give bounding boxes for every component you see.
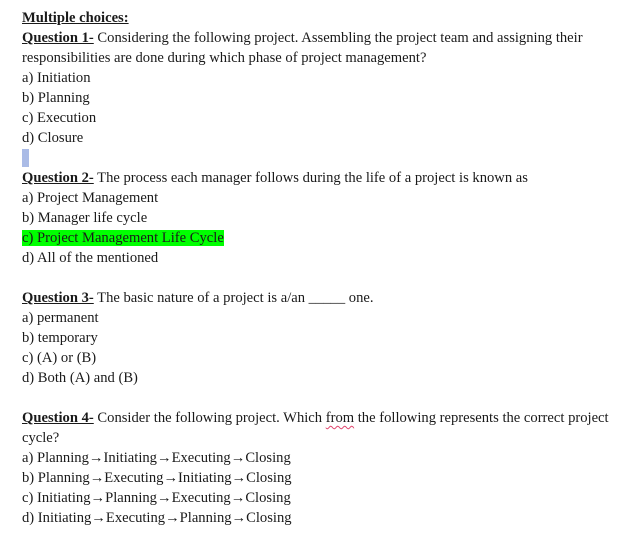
question-2-option-c	[22, 228, 622, 248]
question-4-label: Question 4-	[22, 410, 94, 426]
question-3-option-b: b) temporary	[22, 330, 98, 346]
question-1	[22, 28, 622, 68]
question-3-text: The basic nature of a project is a/an _____ one.	[93, 290, 374, 306]
question-4-option-c: c) Initiating→Planning→Executing→Closing	[22, 490, 291, 506]
heading-text: Multiple choices:	[22, 10, 129, 26]
question-3-option-a: a) permanent	[22, 310, 99, 326]
question-2-option-b: b) Manager life cycle	[22, 210, 148, 226]
section-heading	[22, 8, 622, 28]
question-1-option-d: d) Closure	[22, 130, 84, 146]
question-4-option-b: b) Planning→Executing→Initiating→Closing	[22, 470, 292, 486]
question-1-label: Question 1-	[22, 30, 94, 46]
question-2-option-a: a) Project Management	[22, 190, 159, 206]
question-1-text: Considering the following project. Assembling the project team and assigning their responsibilities are done during which phase of project management?	[22, 30, 583, 66]
question-1-option-c: c) Execution	[22, 110, 97, 126]
question-2-label: Question 2-	[22, 170, 94, 186]
question-3-option-d: d) Both (A) and (B)	[22, 370, 138, 386]
question-4-text-before: Consider the following project. Which	[93, 410, 326, 426]
question-3-label: Question 3-	[22, 290, 94, 306]
question-4-option-a: a) Planning→Initiating→Executing→Closing	[22, 450, 291, 466]
question-4	[22, 408, 622, 448]
question-2	[22, 168, 622, 188]
question-4-option-d: d) Initiating→Executing→Planning→Closing	[22, 510, 292, 526]
question-4-text-after: the following represents the correct project cycle?	[22, 410, 609, 446]
question-2-option-d: d) All of the mentioned	[22, 250, 159, 266]
spellcheck-flagged-word[interactable]: from	[325, 410, 355, 426]
question-3-option-c: c) (A) or (B)	[22, 350, 97, 366]
spacer	[22, 268, 622, 288]
question-1-option-a: a) Initiation	[22, 70, 91, 86]
question-3	[22, 288, 622, 308]
highlighted-answer: c) Project Management Life Cycle	[22, 230, 224, 246]
question-1-option-b: b) Planning	[22, 90, 90, 106]
document-body	[22, 8, 622, 528]
selection-cursor-mark	[22, 149, 29, 167]
spacer	[22, 388, 622, 408]
empty-paragraph[interactable]	[22, 148, 622, 168]
question-2-text: The process each manager follows during the life of a project is known as	[93, 170, 528, 186]
